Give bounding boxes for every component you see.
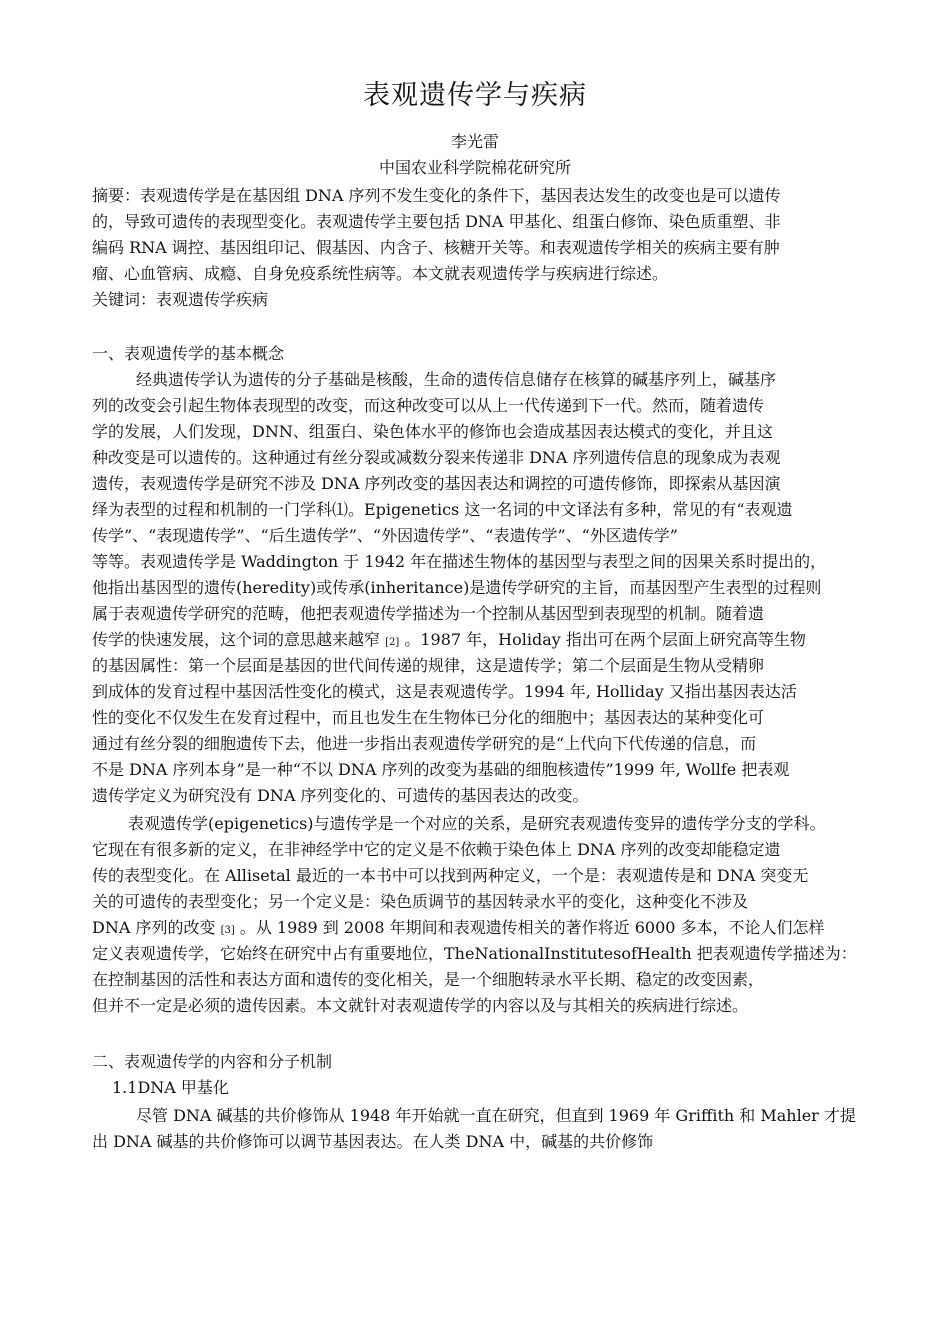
citation-ref: [2] <box>385 637 400 648</box>
paragraph-line <box>92 916 872 943</box>
paragraph-line: 不是 DNA 序列本身”是一种“不以 DNA 序列的改变为基础的细胞核遗传”1999 年, Wollfe 把表观 <box>92 760 790 779</box>
paragraph-line: 的基因属性：第一个层面是基因的世代间传递的规律，这是遗传学；第二个层面是生物从受精卵 <box>92 656 765 675</box>
paragraph-line: 通过有丝分裂的细胞遗传下去，他进一步指出表观遗传学研究的是“上代向下代传递的信息，而 <box>92 734 757 753</box>
paragraph-line: 传的表型变化。在 Allisetal 最近的一本书中可以找到两种定义，一个是：表观遗传是和 DNA 突变无 <box>92 866 809 885</box>
subsection-heading: 1.1DNA 甲基化 <box>112 1078 229 1097</box>
paragraph-line: 种改变是可以遗传的。这种通过有丝分裂或减数分裂来传递非 DNA 序列遗传信息的现象成为表观 <box>92 448 781 467</box>
section-heading: 一、表观遗传学的基本概念 <box>92 344 285 363</box>
document-title: 表观遗传学与疾病 <box>363 80 587 111</box>
abstract-line: 的，导致可遗传的表现型变化。表观遗传学主要包括 DNA 甲基化、组蛋白修饰、染色质重塑、非 <box>92 212 781 231</box>
keywords-line: 关键词：表观遗传学疾病 <box>92 290 269 309</box>
paragraph-line: 遗传学定义为研究没有 DNA 序列变化的、可遗传的基因表达的改变。 <box>92 786 589 805</box>
paragraph-text: DNA 序列的改变 <box>92 918 216 937</box>
paragraph-line: 绎为表型的过程和机制的一门学科⑴。Epigenetics 这一名词的中文译法有多种，常见的有“表观遗 <box>92 500 793 519</box>
paragraph-text: 。1987 年，Holiday 指出可在两个层面上研究高等生物 <box>404 630 806 649</box>
citation-ref: [3] <box>220 925 235 936</box>
paragraph-line: 性的变化不仅发生在发育过程中，而且也发生在生物体已分化的细胞中；基因表达的某种变化可 <box>92 708 765 727</box>
paragraph-line: 学的发展，人们发现，DNN、组蛋白、染色体水平的修饰也会造成基因表达模式的变化，并且这 <box>92 422 773 441</box>
paragraph-line: 定义表观遗传学，它始终在研究中占有重要地位，TheNationalInstitutesofHealth 把表观遗传学描述为： <box>92 944 857 963</box>
paragraph-line: 在控制基因的活性和表达方面和遗传的变化相关，是一个细胞转录水平长期、稳定的改变因素， <box>92 970 765 989</box>
paragraph-line: 出 DNA 碱基的共价修饰可以调节基因表达。在人类 DNA 中，碱基的共价修饰 <box>92 1132 654 1151</box>
paragraph-line: 他指出基因型的遗传(heredity)或传承(inheritance)是遗传学研究的主旨，而基因型产生表型的过程则 <box>92 578 822 597</box>
paragraph-line: 经典遗传学认为遗传的分子基础是核酸，生命的遗传信息储存在核算的碱基序列上，碱基序 <box>136 370 777 389</box>
paragraph-line: 尽管 DNA 碱基的共价修饰从 1948 年开始就一直在研究，但直到 1969 年 Griffith 和 Mahler 才提 <box>136 1106 856 1125</box>
abstract-line: 瘤、心血管病、成瘾、自身免疫系统性病等。本文就表观遗传学与疾病进行综述。 <box>92 264 669 283</box>
section-heading: 二、表观遗传学的内容和分子机制 <box>92 1052 333 1071</box>
abstract-line: 摘要：表观遗传学是在基因组 DNA 序列不发生变化的条件下，基因表达发生的改变也是可以遗传 <box>92 186 781 205</box>
paragraph-line: 关的可遗传的表型变化；另一个定义是：染色质调节的基因转录水平的变化，这种变化不涉及 <box>92 892 749 911</box>
paragraph-line: 传学”、“表现遗传学”、“后生遗传学”、“外因遗传学”、“表遗传学”、“外区遗传学” <box>92 526 678 545</box>
paragraph-line: 列的改变会引起生物体表现型的改变，而这种改变可以从上一代传递到下一代。然而，随着遗传 <box>92 396 765 415</box>
paragraph-text: 。从 1989 到 2008 年期间和表观遗传相关的著作将近 6000 多本，不论人们怎样 <box>239 918 825 937</box>
paragraph-line: 它现在有很多新的定义，在非神经学中它的定义是不依赖于染色体上 DNA 序列的改变却能稳定遗 <box>92 840 781 859</box>
author-name: 李光雷 <box>450 132 499 151</box>
paragraph-line: 遗传，表观遗传学是研究不涉及 DNA 序列改变的基因表达和调控的可遗传修饰，即探索从基因演 <box>92 474 781 493</box>
paragraph-line: 到成体的发育过程中基因活性变化的模式，这是表观遗传学。1994 年, Holliday 又指出基因表达活 <box>92 682 797 701</box>
author-affiliation: 中国农业科学院棉花研究所 <box>378 158 571 177</box>
abstract-line: 编码 RNA 调控、基因组印记、假基因、内含子、核糖开关等。和表观遗传学相关的疾病主要有肿 <box>92 238 780 257</box>
paragraph-text: 传学的快速发展，这个词的意思越来越窄 <box>92 630 381 649</box>
paragraph-line: 属于表观遗传学研究的范畴，他把表观遗传学描述为一个控制从基因型到表现型的机制。随着遗 <box>92 604 765 623</box>
paragraph-line: 但并不一定是必须的遗传因素。本文就针对表观遗传学的内容以及与其相关的疾病进行综述。 <box>92 996 749 1015</box>
paragraph-line: 等等。表观遗传学是 Waddington 于 1942 年在描述生物体的基因型与表型之间的因果关系时提出的， <box>92 552 827 571</box>
paragraph-line <box>92 628 872 655</box>
paragraph-line: 表观遗传学(epigenetics)与遗传学是一个对应的关系，是研究表观遗传变异的遗传学分支的学科。 <box>128 814 826 833</box>
